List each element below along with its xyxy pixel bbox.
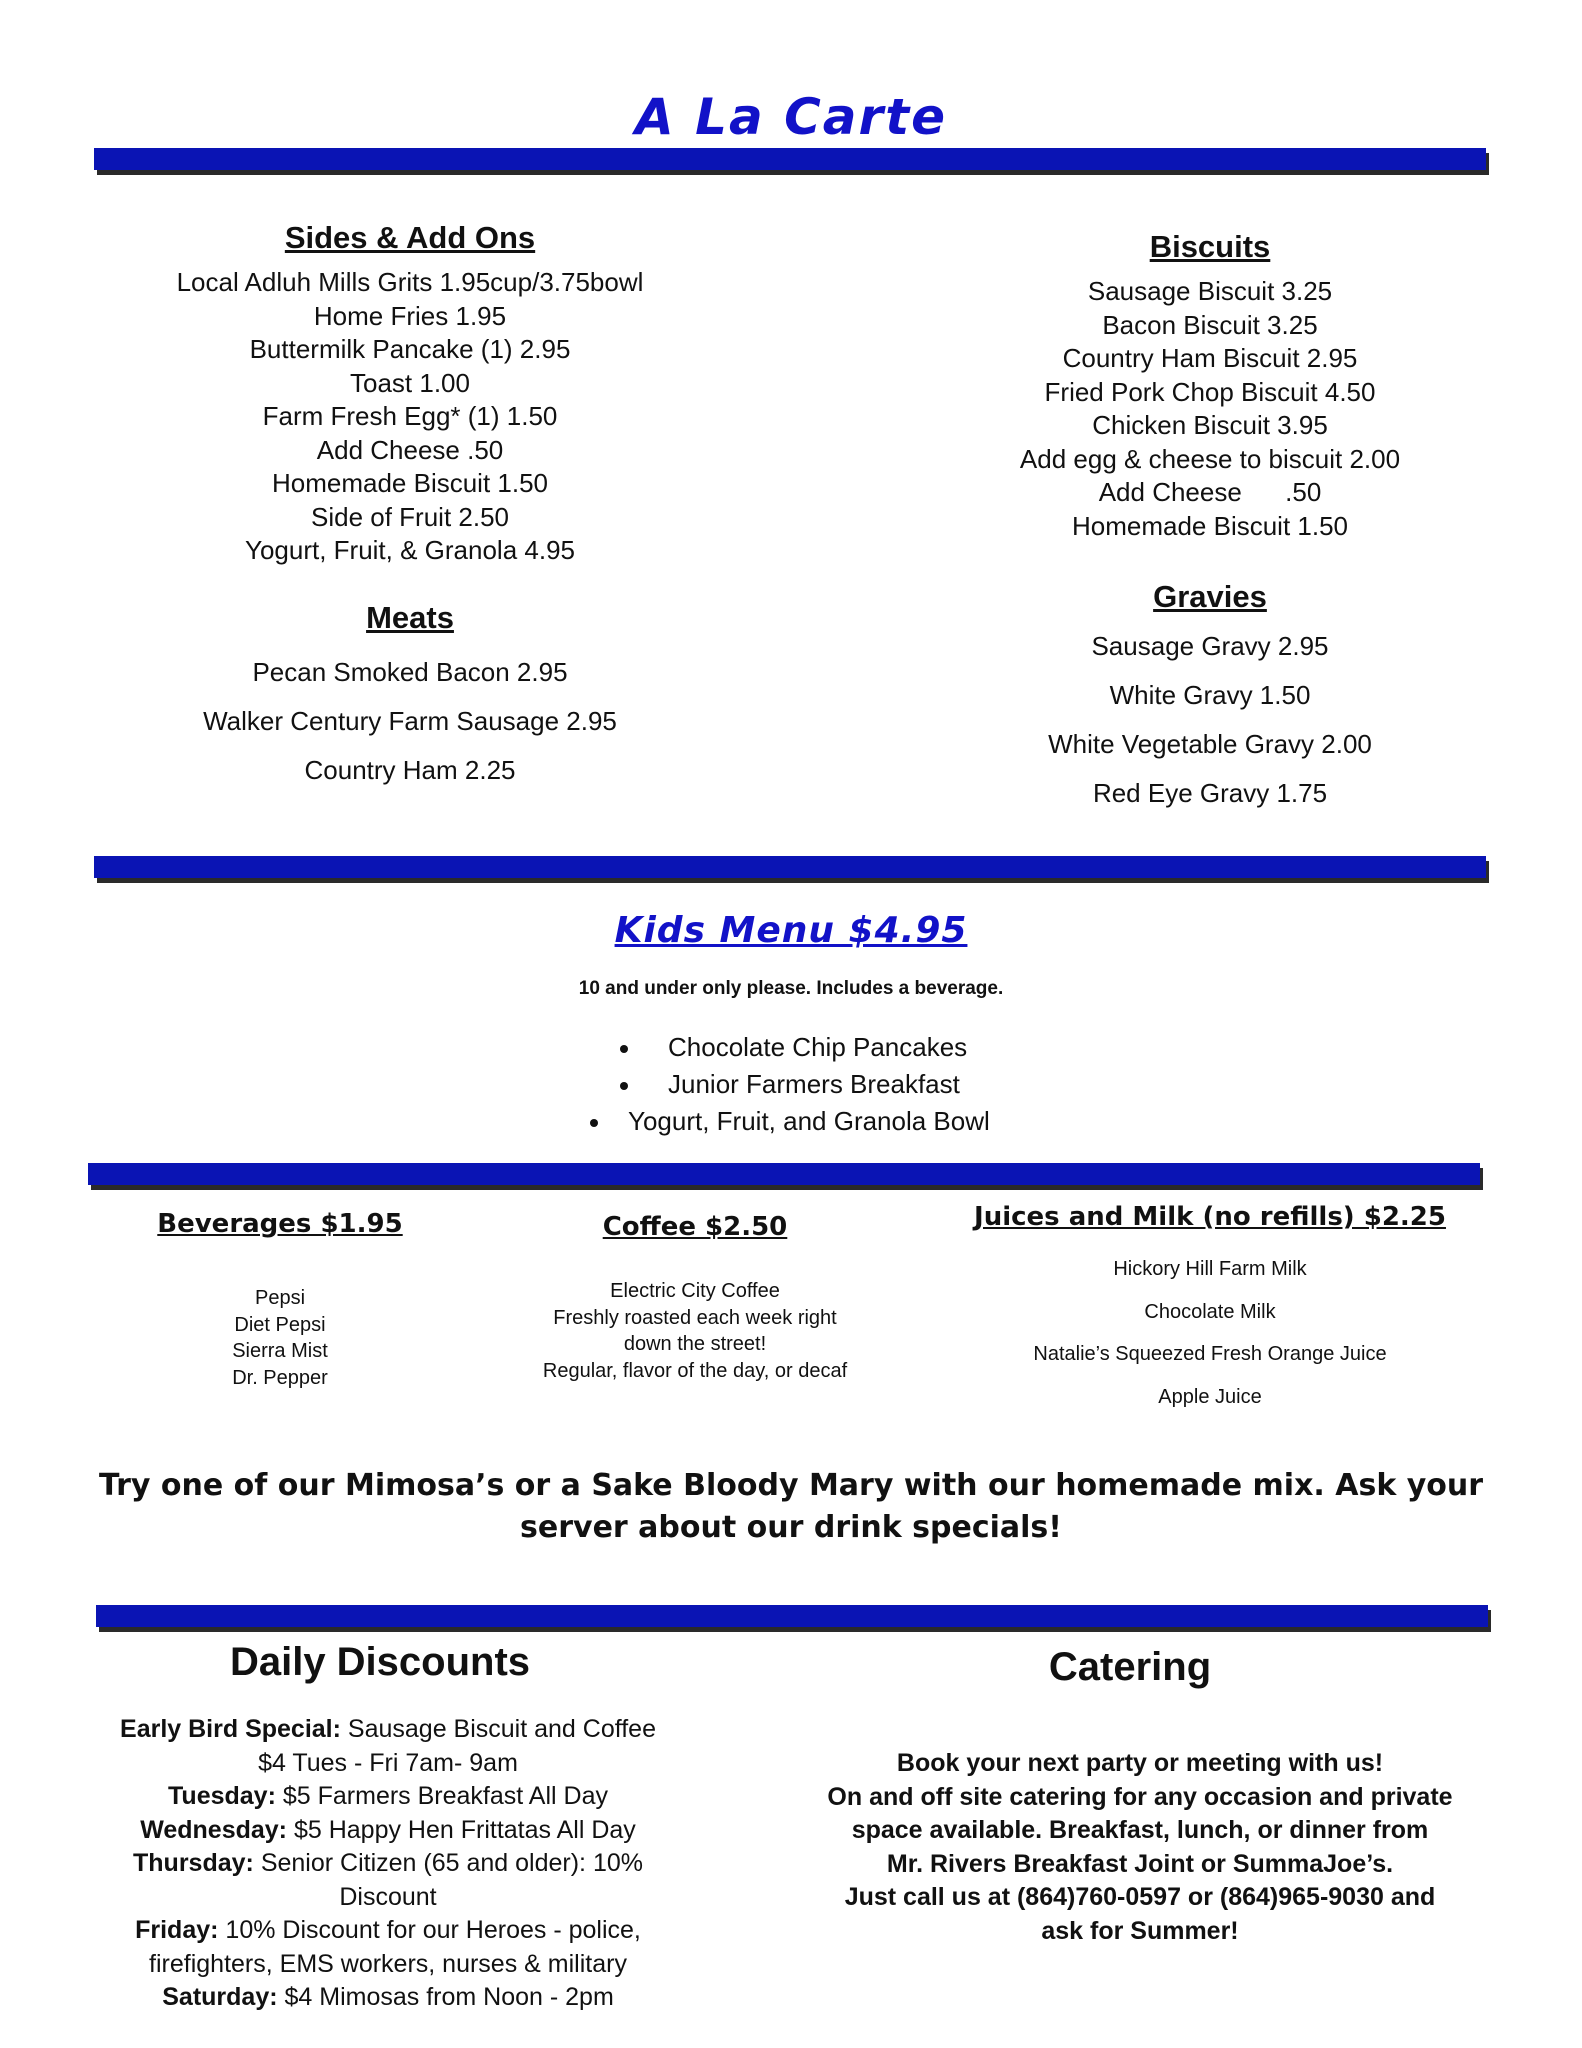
coffee-line: Electric City Coffee: [610, 1280, 780, 1302]
meats-heading: Meats: [366, 600, 454, 635]
list-item: [590, 1103, 1090, 1140]
catering-line: ask for Summer!: [1041, 1916, 1239, 1945]
list-item: Add Cheese .50: [1098, 477, 1322, 507]
list-item: Country Ham Biscuit 2.95: [1062, 343, 1358, 373]
list-item: Sierra Mist: [232, 1340, 328, 1362]
list-item: [590, 1029, 1090, 1066]
biscuits-section: [900, 227, 1520, 543]
sides-heading: Sides & Add Ons: [284, 220, 536, 255]
list-item: Apple Juice: [1158, 1385, 1262, 1408]
list-item-label: Chocolate Chip Pancakes: [668, 1032, 968, 1062]
list-item: Homemade Biscuit 1.50: [1071, 510, 1349, 541]
list-item: Pecan Smoked Bacon 2.95: [252, 657, 568, 687]
discount-text: Senior Citizen (65 and older): 10%: [253, 1849, 643, 1877]
bullet-icon: [620, 1082, 628, 1090]
divider-bar-1: [94, 148, 1486, 170]
discount-text: Sausage Biscuit and Coffee: [340, 1715, 656, 1743]
catering-text: [810, 1747, 1470, 1948]
discount-line: [88, 1981, 688, 2015]
bullet-icon: [590, 1119, 598, 1127]
list-item: Home Fries 1.95: [313, 300, 507, 331]
list-item: White Gravy 1.50: [1109, 680, 1311, 710]
beverages-section: [130, 1207, 430, 1391]
discount-label: Tuesday:: [168, 1782, 276, 1810]
kids-menu-list: [590, 1029, 1090, 1140]
discount-line: $4 Tues - Fri 7am- 9am: [258, 1748, 518, 1777]
list-item: Diet Pepsi: [234, 1313, 326, 1336]
kids-menu-title: Kids Menu $4.95: [614, 910, 968, 951]
list-item: [590, 1066, 1090, 1103]
beverages-list: [130, 1285, 430, 1391]
list-item: Buttermilk Pancake (1) 2.95: [249, 334, 571, 364]
kids-menu-note: 10 and under only please. Includes a beverage.: [578, 978, 1004, 999]
list-item: Add egg & cheese to biscuit 2.00: [1019, 443, 1401, 474]
list-item: Homemade Biscuit 1.50: [271, 468, 549, 498]
sides-section: [110, 218, 710, 568]
coffee-line: down the street!: [623, 1333, 767, 1355]
coffee-section: [480, 1210, 910, 1384]
list-item: Chicken Biscuit 3.95: [1092, 410, 1328, 440]
discount-line: [88, 1847, 688, 1881]
discounts-list: [88, 1713, 688, 2015]
biscuits-heading: Biscuits: [1149, 229, 1271, 264]
page-title: A La Carte: [634, 88, 948, 146]
list-item-label: Yogurt, Fruit, and Granola Bowl: [628, 1106, 990, 1136]
promo-line: Try one of our Mimosa’s or a Sake Bloody Mary with our homemade mix. Ask your: [98, 1468, 1484, 1503]
discounts-heading: Daily Discounts: [229, 1640, 531, 1684]
discount-line: firefighters, EMS workers, nurses & military: [149, 1949, 627, 1978]
list-item: Add Cheese .50: [316, 434, 504, 465]
juices-list: [960, 1248, 1460, 1418]
list-item: Country Ham 2.25: [304, 755, 516, 785]
discount-line: Discount: [339, 1882, 437, 1911]
coffee-line: Regular, flavor of the day, or decaf: [542, 1359, 848, 1382]
list-item: Chocolate Milk: [1144, 1300, 1276, 1323]
discount-line: [88, 1914, 688, 1948]
discount-label: Thursday:: [133, 1849, 254, 1877]
promo-line: server about our drink specials!: [520, 1510, 1062, 1545]
list-item: Bacon Biscuit 3.25: [1102, 309, 1318, 340]
catering-line: Just call us at (864)760-0597 or (864)965-9030 and: [844, 1883, 1436, 1911]
beverages-heading: Beverages $1.95: [157, 1209, 403, 1239]
coffee-heading: Coffee $2.50: [602, 1212, 788, 1242]
discount-line: [88, 1713, 688, 1747]
sides-list: [110, 266, 710, 568]
juices-heading: Juices and Milk (no refills) $2.25: [974, 1202, 1446, 1232]
biscuits-list: [900, 275, 1520, 543]
coffee-line: Freshly roasted each week right: [553, 1306, 837, 1329]
discount-text: 10% Discount for our Heroes - police,: [218, 1916, 641, 1944]
list-item: Walker Century Farm Sausage 2.95: [203, 706, 617, 736]
catering-line: On and off site catering for any occasion and private: [827, 1782, 1453, 1811]
coffee-description: [480, 1278, 910, 1384]
list-item: Fried Pork Chop Biscuit 4.50: [1044, 376, 1376, 407]
discount-label: Wednesday:: [140, 1815, 288, 1844]
list-item: Dr. Pepper: [232, 1366, 328, 1389]
juices-section: [960, 1200, 1460, 1418]
list-item: Local Adluh Mills Grits 1.95cup/3.75bowl: [176, 267, 644, 297]
catering-line: space available. Breakfast, lunch, or dinner from: [851, 1816, 1429, 1844]
gravies-section: [900, 577, 1520, 818]
list-item: Yogurt, Fruit, & Granola 4.95: [244, 535, 575, 565]
discount-label: Saturday:: [162, 1983, 278, 2011]
bullet-icon: [620, 1045, 628, 1053]
meats-list: [110, 648, 710, 795]
list-item: Toast 1.00: [350, 367, 470, 398]
list-item: Natalie’s Squeezed Fresh Orange Juice: [1033, 1343, 1387, 1365]
gravies-heading: Gravies: [1153, 579, 1267, 614]
list-item: Pepsi: [254, 1287, 306, 1309]
list-item: Hickory Hill Farm Milk: [1113, 1258, 1307, 1280]
divider-bar-4: [96, 1605, 1488, 1627]
list-item: White Vegetable Gravy 2.00: [1048, 729, 1372, 759]
list-item: Side of Fruit 2.50: [311, 501, 509, 532]
discount-line: [88, 1814, 688, 1848]
meats-section: [110, 598, 710, 795]
discount-text: $4 Mimosas from Noon - 2pm: [277, 1983, 614, 2011]
drink-specials-promo: [0, 1465, 1582, 1549]
divider-bar-3: [88, 1163, 1480, 1185]
discount-text: $5 Happy Hen Frittatas All Day: [287, 1815, 636, 1844]
list-item: Farm Fresh Egg* (1) 1.50: [262, 401, 558, 431]
discount-line: [88, 1780, 688, 1814]
list-item: Red Eye Gravy 1.75: [1092, 778, 1328, 808]
catering-line: Book your next party or meeting with us!: [896, 1749, 1384, 1777]
catering-heading: Catering: [1048, 1645, 1212, 1689]
discount-text: $5 Farmers Breakfast All Day: [275, 1782, 608, 1810]
catering-line: Mr. Rivers Breakfast Joint or SummaJoe’s.: [886, 1849, 1394, 1878]
discount-label: Early Bird Special:: [120, 1715, 341, 1743]
gravies-list: [900, 622, 1520, 818]
list-item: Sausage Gravy 2.95: [1091, 631, 1329, 661]
discount-label: Friday:: [135, 1916, 219, 1944]
divider-bar-2: [94, 856, 1486, 878]
list-item-label: Junior Farmers Breakfast: [668, 1069, 960, 1099]
list-item: Sausage Biscuit 3.25: [1087, 276, 1333, 306]
